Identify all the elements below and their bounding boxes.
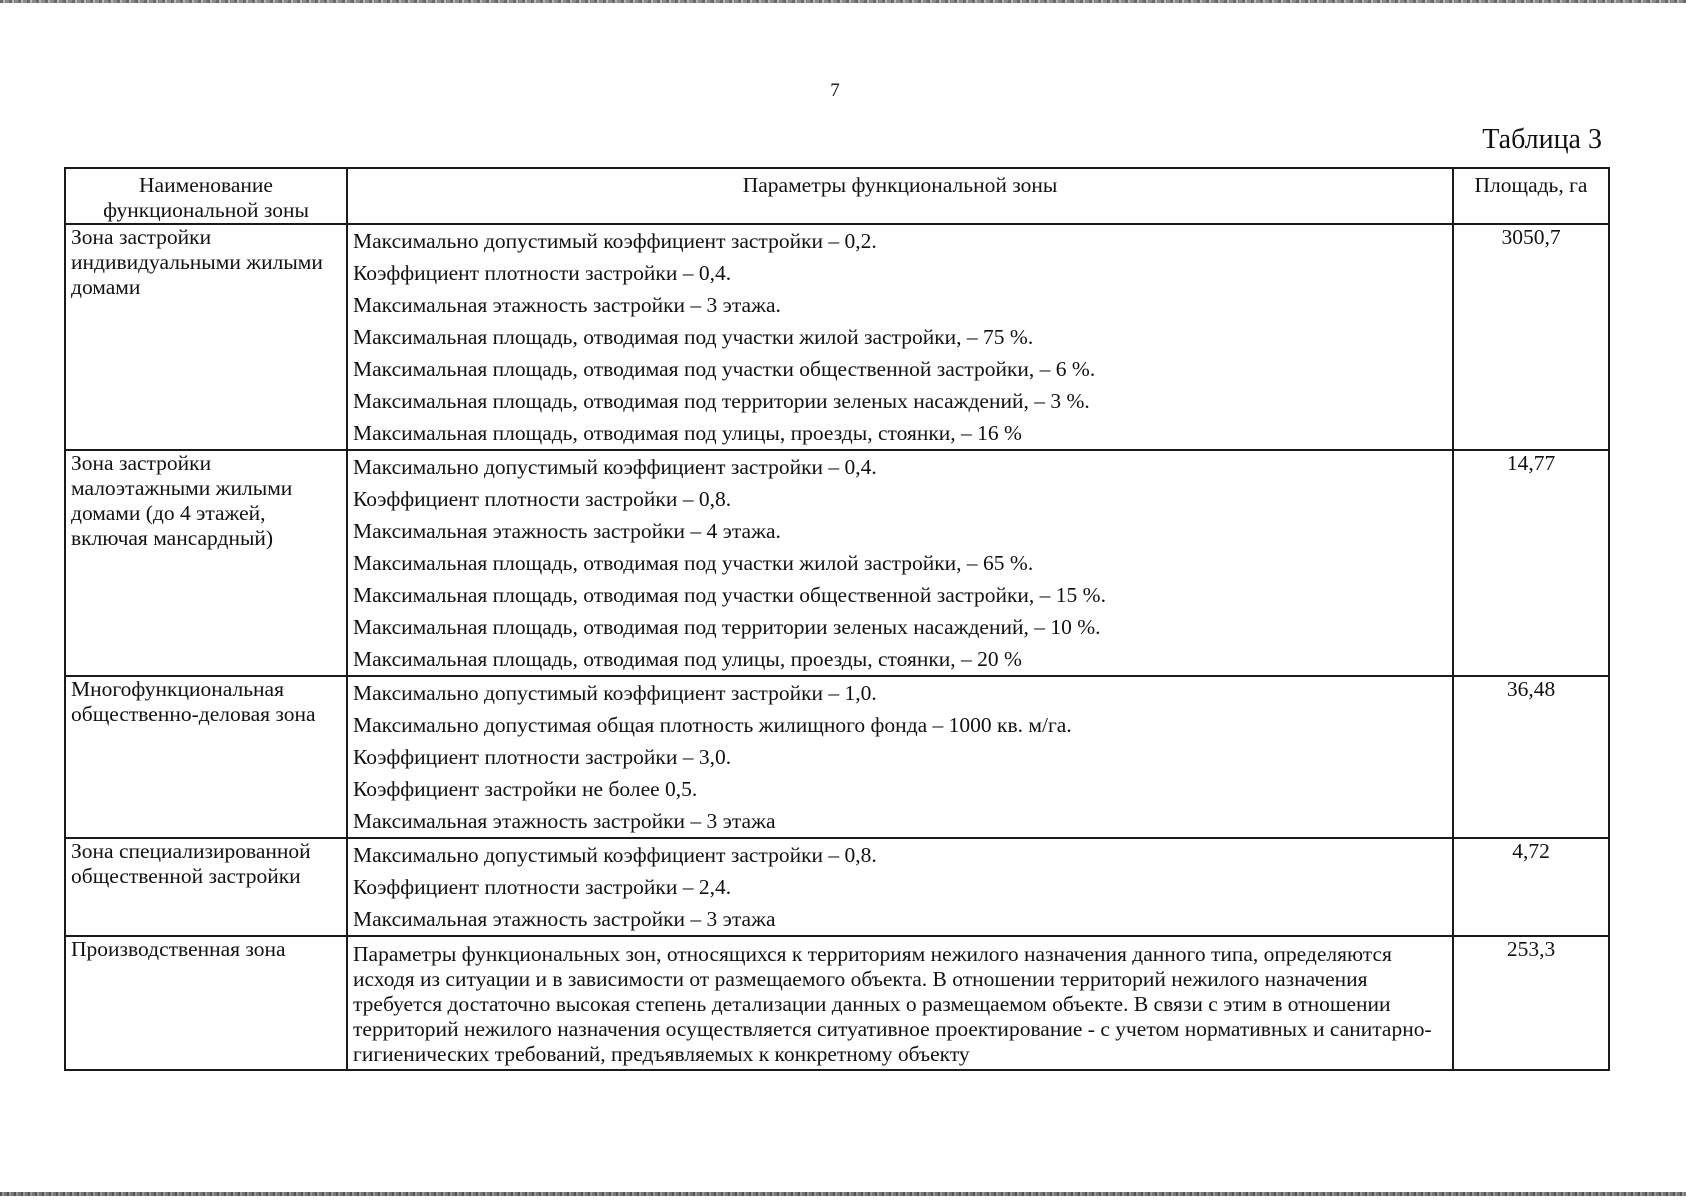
zone-area-cell: 3050,7 bbox=[1453, 224, 1609, 450]
zone-area-cell: 14,77 bbox=[1453, 450, 1609, 676]
param-line: Коэффициент плотности застройки – 3,0. bbox=[353, 745, 732, 769]
scan-edge-top bbox=[0, 0, 1686, 3]
param-line: Максимально допустимая общая плотность жилищного фонда – 1000 кв. м/га. bbox=[353, 713, 1072, 737]
zone-params-cell bbox=[347, 450, 1453, 676]
functional-zones-table bbox=[64, 167, 1610, 1071]
param-line: Максимальная площадь, отводимая под участки общественной застройки, – 15 %. bbox=[353, 583, 1106, 607]
param-paragraph: Параметры функциональных зон, относящихся к территориям нежилого назначения данного типа, определяются исходя из ситуации и в зависимости от размещаемого объекта. В отношении территорий нежилого назначения требуется достаточно высокая степень детализации данных о размещаемом объекте. В связи с этим в отношении территорий нежилого назначения осуществляется ситуативное проектирование - с учетом нормативных и санитарно-гигиенических требований, предъявляемых к конкретному объекту bbox=[353, 942, 1432, 1066]
param-line: Максимальная площадь, отводимая под участки жилой застройки, – 65 %. bbox=[353, 551, 1034, 575]
param-line: Максимальная этажность застройки – 3 этажа. bbox=[353, 293, 781, 317]
param-line: Коэффициент плотности застройки – 2,4. bbox=[353, 875, 732, 899]
param-line: Максимальная площадь, отводимая под улицы, проезды, стоянки, – 20 % bbox=[353, 647, 1022, 671]
zone-name-cell: Зона застройки индивидуальными жилыми домами bbox=[65, 224, 347, 450]
param-line: Максимально допустимый коэффициент застройки – 0,4. bbox=[353, 455, 877, 479]
table-row bbox=[65, 676, 1609, 838]
param-line: Максимальная площадь, отводимая под участки жилой застройки, – 75 %. bbox=[353, 325, 1034, 349]
zone-name-cell: Зона застройки малоэтажными жилыми домами (до 4 этажей, включая мансардный) bbox=[65, 450, 347, 676]
param-line: Максимальная площадь, отводимая под территории зеленых насаждений, – 10 %. bbox=[353, 615, 1101, 639]
table-row bbox=[65, 224, 1609, 450]
zone-area-cell: 36,48 bbox=[1453, 676, 1609, 838]
param-line: Максимально допустимый коэффициент застройки – 0,2. bbox=[353, 229, 877, 253]
page-number: 7 bbox=[830, 80, 840, 101]
param-line: Максимальная площадь, отводимая под улицы, проезды, стоянки, – 16 % bbox=[353, 421, 1022, 445]
zone-name-cell: Производственная зона bbox=[65, 936, 347, 1070]
param-line: Максимально допустимый коэффициент застройки – 1,0. bbox=[353, 681, 877, 705]
param-line: Максимальная этажность застройки – 4 этажа. bbox=[353, 519, 781, 543]
param-line: Коэффициент плотности застройки – 0,4. bbox=[353, 261, 732, 285]
scan-edge-bottom bbox=[0, 1192, 1686, 1196]
table-row bbox=[65, 450, 1609, 676]
zone-params-cell bbox=[347, 676, 1453, 838]
zone-area-cell: 4,72 bbox=[1453, 838, 1609, 936]
header-zone-params: Параметры функциональной зоны bbox=[347, 168, 1453, 224]
zone-area-cell: 253,3 bbox=[1453, 936, 1609, 1070]
param-line: Максимально допустимый коэффициент застройки – 0,8. bbox=[353, 843, 877, 867]
header-zone-area: Площадь, га bbox=[1453, 168, 1609, 224]
zone-name-cell: Многофункциональная общественно-деловая зона bbox=[65, 676, 347, 838]
zone-name-cell: Зона специализированной общественной застройки bbox=[65, 838, 347, 936]
param-line: Коэффициент застройки не более 0,5. bbox=[353, 777, 698, 801]
zone-params-cell bbox=[347, 224, 1453, 450]
table-row bbox=[65, 838, 1609, 936]
table-caption: Таблица 3 bbox=[1482, 124, 1602, 155]
param-line: Максимальная этажность застройки – 3 этажа bbox=[353, 809, 776, 833]
zone-params-cell bbox=[347, 936, 1453, 1070]
table-header-row bbox=[65, 168, 1609, 224]
param-line: Коэффициент плотности застройки – 0,8. bbox=[353, 487, 732, 511]
header-zone-name: Наименование функциональной зоны bbox=[65, 168, 347, 224]
table-row bbox=[65, 936, 1609, 1070]
param-line: Максимальная этажность застройки – 3 этажа bbox=[353, 907, 776, 931]
param-line: Максимальная площадь, отводимая под участки общественной застройки, – 6 %. bbox=[353, 357, 1096, 381]
zone-params-cell bbox=[347, 838, 1453, 936]
param-line: Максимальная площадь, отводимая под территории зеленых насаждений, – 3 %. bbox=[353, 389, 1090, 413]
